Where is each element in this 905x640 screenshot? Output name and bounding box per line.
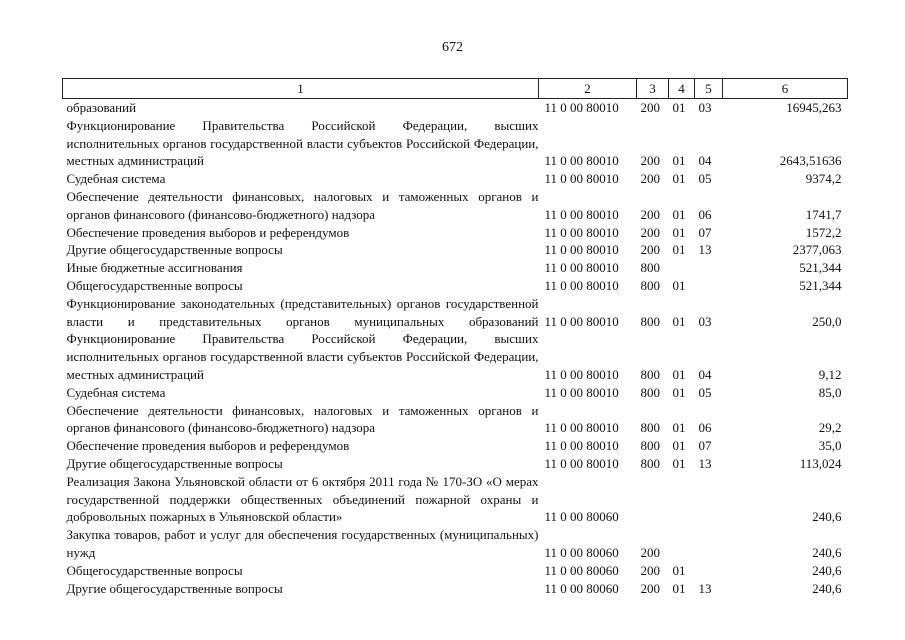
table-row	[63, 402, 848, 438]
row-name: Обеспечение проведения выборов и референдумов	[66, 438, 350, 454]
row-amount: 9374,2	[805, 171, 842, 187]
row-code: 11 0 00 80010	[544, 313, 619, 329]
row-expense-type: 800	[640, 277, 660, 293]
row-section	[669, 526, 695, 562]
row-code: 11 0 00 80060	[544, 509, 619, 525]
row-subsection	[695, 526, 723, 562]
row-expense-type: 200	[640, 224, 660, 240]
row-expense-type: 200	[640, 242, 660, 258]
row-subsection	[695, 562, 723, 580]
table-row	[63, 224, 848, 242]
row-subsection: 13	[698, 455, 712, 471]
row-amount: 16945,263	[786, 100, 842, 115]
row-code: 11 0 00 80010	[544, 206, 619, 222]
row-amount: 521,344	[799, 260, 842, 276]
row-section: 01	[672, 420, 686, 436]
row-name: Судебная система	[66, 171, 166, 187]
row-amount: 2377,063	[792, 242, 842, 258]
table-row	[63, 330, 848, 383]
row-section: 01	[672, 438, 686, 454]
row-amount: 113,024	[799, 455, 842, 471]
row-code: 11 0 00 80010	[544, 224, 619, 240]
row-code: 11 0 00 80010	[544, 366, 619, 382]
row-subsection: 07	[698, 438, 712, 454]
row-name: Другие общегосударственные вопросы	[66, 580, 283, 596]
row-name: Судебная система	[66, 384, 166, 400]
row-subsection: 03	[698, 100, 712, 115]
row-code: 11 0 00 80060	[544, 580, 619, 596]
header-col-5: 5	[695, 79, 723, 99]
row-name: Общегосударственные вопросы	[66, 277, 243, 293]
table-row	[63, 562, 848, 580]
header-col-1: 1	[63, 79, 539, 99]
row-expense-type: 200	[640, 171, 660, 187]
row-expense-type: 200	[640, 206, 660, 222]
row-amount: 2643,51636	[779, 153, 842, 169]
table-row	[63, 259, 848, 277]
table-row	[63, 473, 848, 526]
row-expense-type: 200	[640, 100, 660, 115]
row-name: Обеспечение деятельности финансовых, налоговых и таможенных органов и органов финансового (финансово-бюджетного) надзора	[66, 188, 539, 222]
row-name: Функционирование законодательных (представительных) органов государственной власти и представительных органов муниципальных образований	[66, 295, 539, 329]
row-code: 11 0 00 80010	[544, 242, 619, 258]
header-col-6: 6	[723, 79, 848, 99]
row-amount: 1741,7	[805, 206, 842, 222]
row-expense-type	[637, 473, 669, 526]
row-amount: 35,0	[818, 438, 842, 454]
table-row	[63, 117, 848, 170]
page-number: 672	[442, 40, 463, 55]
row-code: 11 0 00 80010	[544, 420, 619, 436]
row-name: образований	[66, 100, 137, 115]
row-expense-type: 800	[640, 384, 660, 400]
row-name: Функционирование Правительства Российской Федерации, высших исполнительных органов государственной власти субъектов Российской Федерации, местных администраций	[66, 331, 539, 382]
row-amount: 29,2	[818, 420, 842, 436]
row-subsection: 05	[698, 171, 712, 187]
header-col-3: 3	[637, 79, 669, 99]
row-name: Функционирование Правительства Российской Федерации, высших исполнительных органов государственной власти субъектов Российской Федерации, местных администраций	[66, 117, 539, 169]
row-expense-type: 800	[640, 420, 660, 436]
row-subsection: 13	[698, 242, 712, 258]
row-expense-type: 800	[640, 313, 660, 329]
row-section: 01	[672, 366, 686, 382]
budget-table	[62, 78, 848, 597]
row-code: 11 0 00 80010	[544, 153, 619, 169]
row-expense-type: 800	[640, 366, 660, 382]
row-amount: 240,6	[812, 580, 842, 596]
row-subsection: 03	[698, 313, 712, 329]
row-code: 11 0 00 80010	[544, 260, 619, 276]
row-code: 11 0 00 80010	[544, 455, 619, 471]
row-amount: 240,6	[812, 562, 842, 578]
table-row	[63, 384, 848, 402]
header-row	[63, 79, 848, 99]
row-name: Обеспечение деятельности финансовых, налоговых и таможенных органов и органов финансового (финансово-бюджетного) надзора	[66, 402, 539, 436]
row-section: 01	[672, 455, 686, 471]
row-section	[669, 259, 695, 277]
row-name: Обеспечение проведения выборов и референдумов	[66, 224, 350, 240]
row-expense-type: 200	[640, 562, 660, 578]
table-row	[63, 437, 848, 455]
row-code: 11 0 00 80010	[544, 384, 619, 400]
row-expense-type: 200	[640, 153, 660, 169]
table-row	[63, 580, 848, 598]
row-section	[669, 473, 695, 526]
row-subsection: 06	[698, 420, 712, 436]
row-name: Другие общегосударственные вопросы	[66, 455, 283, 471]
table-row	[63, 241, 848, 259]
row-name: Реализация Закона Ульяновской области от 6 октября 2011 года № 170-ЗО «О мерах государственной поддержки общественных объединений пожарной охраны и добровольных пожарных в Ульяновской области»	[66, 473, 539, 525]
header-col-4: 4	[669, 79, 695, 99]
row-section: 01	[672, 206, 686, 222]
row-name: Общегосударственные вопросы	[66, 562, 243, 578]
row-subsection: 04	[698, 153, 712, 169]
row-code: 11 0 00 80010	[544, 100, 619, 115]
row-subsection: 06	[698, 206, 712, 222]
row-section: 01	[672, 277, 686, 293]
row-expense-type: 800	[640, 438, 660, 454]
row-amount: 240,6	[812, 544, 842, 560]
table-row	[63, 170, 848, 188]
row-amount: 9,12	[818, 366, 842, 382]
row-section: 01	[672, 384, 686, 400]
table-header	[63, 79, 848, 99]
table-row	[63, 188, 848, 224]
row-expense-type: 800	[640, 260, 660, 276]
row-code: 11 0 00 80010	[544, 171, 619, 187]
row-expense-type: 200	[640, 580, 660, 596]
row-amount: 240,6	[812, 509, 842, 525]
row-section: 01	[672, 313, 686, 329]
row-section: 01	[672, 100, 686, 115]
row-subsection	[695, 473, 723, 526]
row-amount: 521,344	[799, 277, 842, 293]
row-name: Иные бюджетные ассигнования	[66, 260, 243, 276]
table-row	[63, 295, 848, 331]
table-row	[63, 526, 848, 562]
row-subsection: 04	[698, 366, 712, 382]
row-amount: 250,0	[812, 313, 842, 329]
row-subsection: 05	[698, 384, 712, 400]
row-name: Закупка товаров, работ и услуг для обеспечения государственных (муниципальных) нужд	[66, 527, 539, 560]
row-code: 11 0 00 80010	[544, 277, 619, 293]
row-section: 01	[672, 224, 686, 240]
row-code: 11 0 00 80010	[544, 438, 619, 454]
table-row	[63, 277, 848, 295]
row-subsection	[695, 259, 723, 277]
row-section: 01	[672, 242, 686, 258]
row-amount: 85,0	[818, 384, 842, 400]
table-row	[63, 455, 848, 473]
row-expense-type: 200	[640, 544, 660, 560]
row-subsection: 07	[698, 224, 712, 240]
row-section: 01	[672, 562, 686, 578]
table-body	[63, 99, 848, 598]
row-code: 11 0 00 80060	[544, 562, 619, 578]
row-amount: 1572,2	[805, 224, 842, 240]
row-subsection: 13	[698, 580, 712, 596]
row-section: 01	[672, 580, 686, 596]
row-name: Другие общегосударственные вопросы	[66, 242, 283, 258]
table-row	[63, 99, 848, 117]
row-section: 01	[672, 153, 686, 169]
row-subsection	[695, 277, 723, 295]
row-expense-type: 800	[640, 455, 660, 471]
row-code: 11 0 00 80060	[544, 544, 619, 560]
row-section: 01	[672, 171, 686, 187]
header-col-2: 2	[539, 79, 637, 99]
